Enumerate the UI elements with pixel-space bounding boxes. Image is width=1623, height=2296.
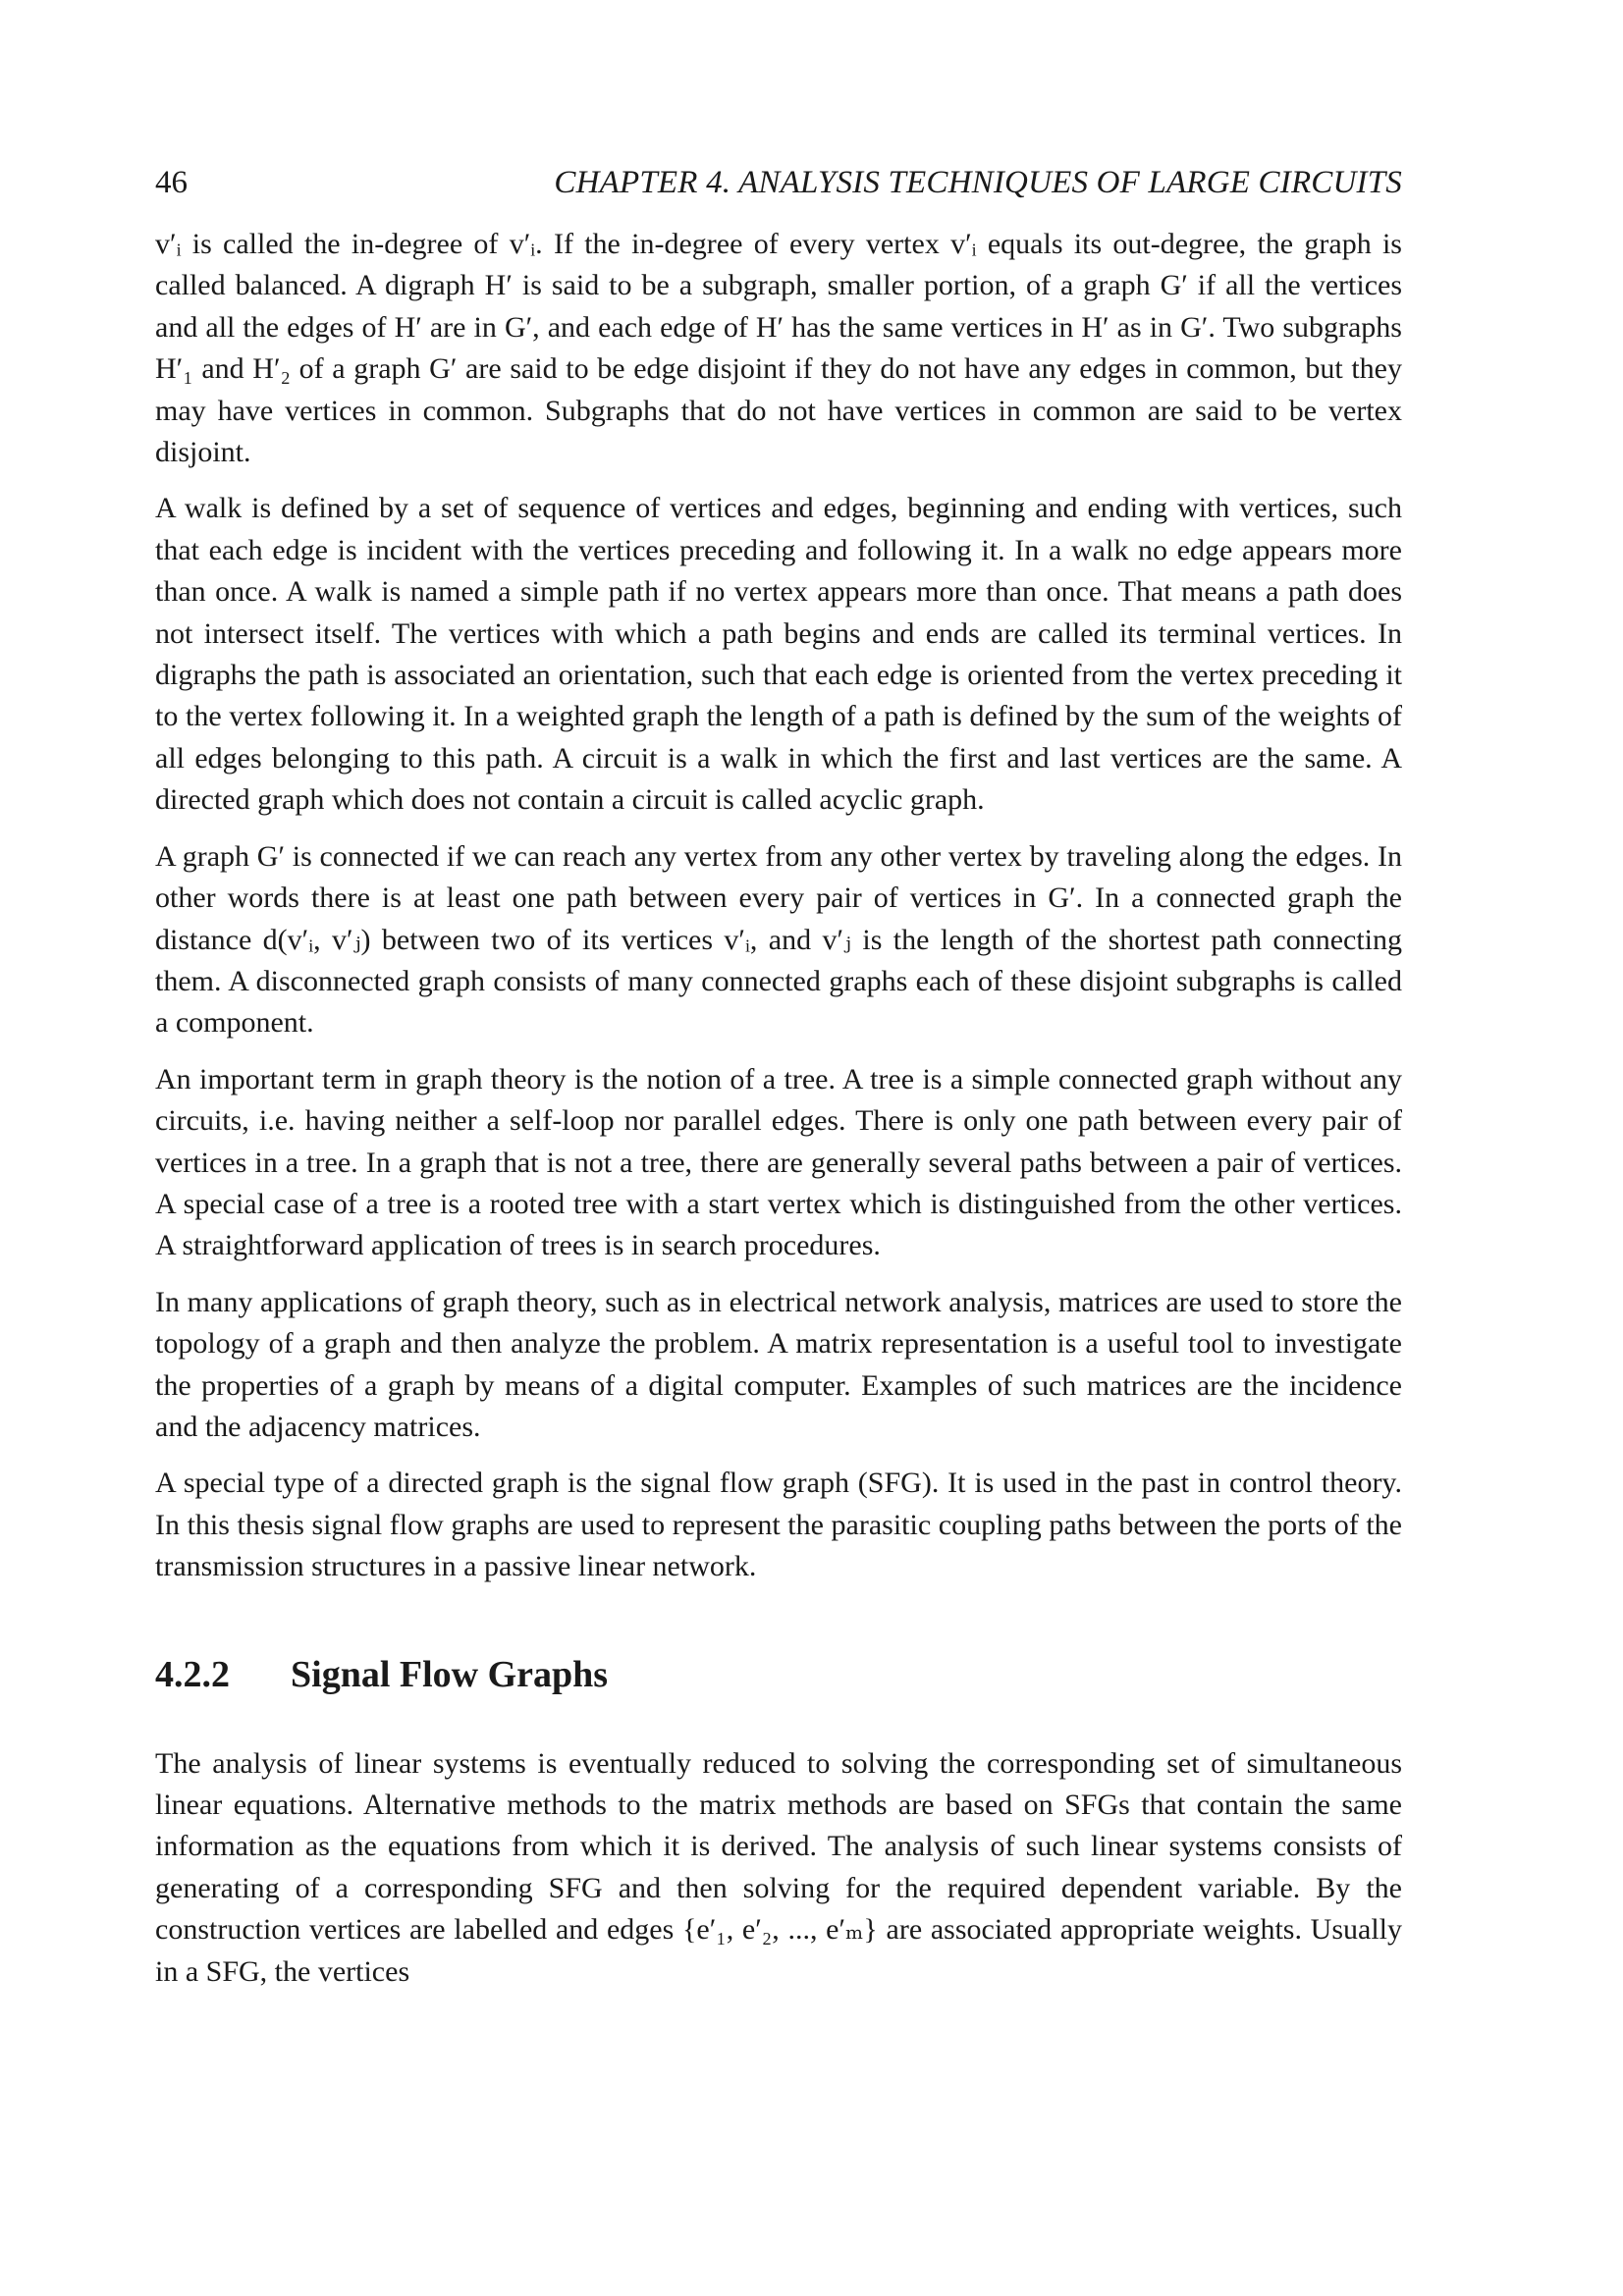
page [155, 0, 1402, 2296]
section-heading [155, 1651, 1402, 1698]
paragraph-walks-paths: A walk is defined by a set of sequence of vertices and edges, beginning and ending with vertices, such that each edge is incident with the vertices preceding and following it. In a walk no edge appears more than once. A walk is named a simple path if no vertex appears more than once. That means a path does not intersect itself. The vertices with which a path begins and ends are called its terminal vertices. In digraphs the path is associated an orientation, such that each edge is oriented from the vertex preceding it to the vertex following it. In a weighted graph the length of a path is defined by the sum of the weights of all edges belonging to this path. A circuit is a walk in which the first and last vertices are the same. A directed graph which does not contain a circuit is called acyclic graph. [155, 492, 1402, 817]
paragraph-connectivity: A graph G′ is connected if we can reach any vertex from any other vertex by traveling along the edges. In other words there is at least one path between every pair of vertices in G′. In a connected graph the distance d(v′ᵢ, v′ⱼ) between two of its vertices v′ᵢ, and v′ⱼ is the length of the shortest path connecting them. A disconnected graph consists of many connected graphs each of these disjoint subgraphs is called a component. [155, 839, 1402, 1040]
body-text [155, 224, 1402, 2007]
paragraph-degree-subgraphs: v′ᵢ is called the in-degree of v′ᵢ. If the in-degree of every vertex v′ᵢ equals its out-degree, the graph is called balanced. A digraph H′ is said to be a subgraph, smaller portion, of a graph G′ if all the vertices and all the edges of H′ are in G′, and each edge of H′ has the same vertices in H′ as in G′. Two subgraphs H′₁ and H′₂ of a graph G′ are said to be edge disjoint if they do not have any edges in common, but they may have vertices in common. Subgraphs that do not have vertices in common are said to be vertex disjoint. [155, 228, 1402, 469]
paragraph-matrices: In many applications of graph theory, such as in electrical network analysis, matrices are used to store the topology of a graph and then analyze the problem. A matrix representation is a useful tool to investigate the properties of a graph by means of a digital computer. Examples of such matrices are the incidence and the adjacency matrices. [155, 1285, 1402, 1443]
paragraph-sfg-analysis: The analysis of linear systems is eventually reduced to solving the corresponding set of simultaneous linear equations. Alternative methods to the matrix methods are based on SFGs that contain the same information as the equations from which it is derived. The analysis of such linear systems consists of generating of a corresponding SFG and then solving for the required dependent variable. By the construction vertices are labelled and edges {e′₁, e′₂, ..., e′ₘ} are associated appropriate weights. Usually in a SFG, the vertices [155, 1746, 1402, 1988]
chapter-title: CHAPTER 4. ANALYSIS TECHNIQUES OF LARGE CIRCUITS [554, 165, 1402, 200]
paragraph-trees: An important term in graph theory is the notion of a tree. A tree is a simple connected graph without any circuits, i.e. having neither a self-loop nor parallel edges. There is only one path between every pair of vertices in a tree. In a graph that is not a tree, there are generally several paths between a pair of vertices. A special case of a tree is a rooted tree with a start vertex which is distinguished from the other vertices. A straightforward application of trees is in search procedures. [155, 1062, 1402, 1262]
paragraph-sfg-intro: A special type of a directed graph is the signal flow graph (SFG). It is used in the past in control theory. In this thesis signal flow graphs are used to represent the parasitic coupling paths between the ports of the transmission structures in a passive linear network. [155, 1467, 1402, 1583]
page-number: 46 [155, 165, 188, 200]
section-title: Signal Flow Graphs [291, 1653, 609, 1695]
section-number: 4.2.2 [155, 1653, 230, 1695]
